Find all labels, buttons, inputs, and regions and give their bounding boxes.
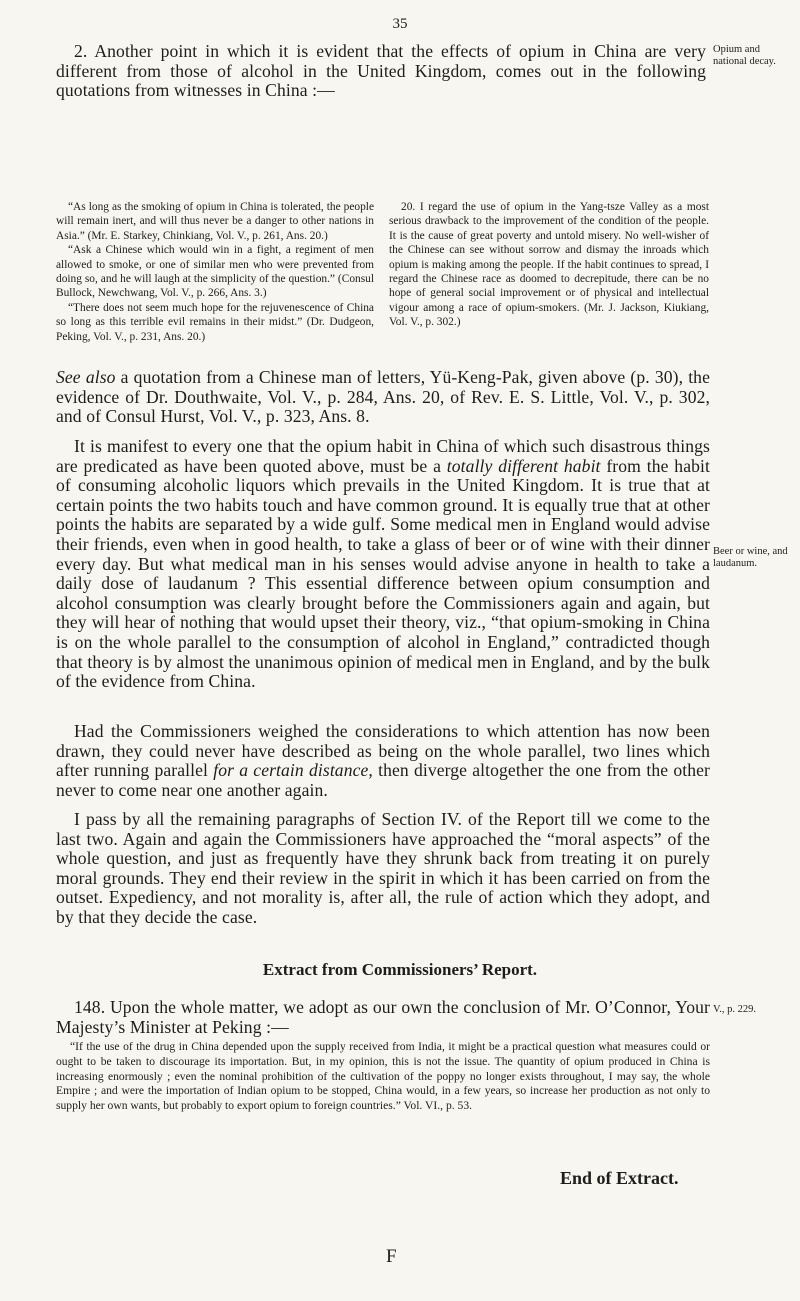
see-also-label: See also	[56, 367, 116, 387]
extract-heading: Extract from Commissioners’ Report.	[262, 960, 538, 979]
margin-note-beer-laudanum: Beer or wine, and laudanum.	[713, 546, 788, 569]
paragraph-had	[56, 722, 710, 800]
end-of-extract: End of Extract.	[560, 1168, 679, 1188]
margin-note-vol-v: V., p. 229.	[713, 1004, 756, 1015]
quote-bullock: “Ask a Chinese which would win in a fight, a regiment of men allowed to smoke, or one of similar men who were prevented from doing so, and he will laugh at the simplicity of the question.” (Consul Bullock, Newchwang, Vol. V., p. 266, Ans. 3.)	[56, 244, 374, 300]
paragraph-manifest	[56, 437, 710, 692]
quote-jackson: 20. I regard the use of opium in the Yang-tsze Valley as a most serious drawback to the improvement of the condition of the people. It is the cause of great poverty and untold misery. No well-wisher of the Chinese can see without sorrow and dismay the inroads which opium is making among the people. If the habit continues to spread, I regard the Chinese race as doomed to decrepitude, there can be no hope of general social improvement or of physical and intellectual vigour among a race of opium-smokers. (Mr. J. Jackson, Kiukiang, Vol. V., p. 302.)	[389, 201, 709, 329]
manifest-emphasis: totally different habit	[446, 455, 601, 476]
page-number: 35	[392, 16, 408, 32]
had-emphasis: for a certain distance,	[213, 760, 373, 781]
margin-note-opium-decay: Opium and national decay.	[713, 44, 776, 67]
manifest-text-2: from the habit of consuming alcoholic liquors which prevails in the United Kingdom. It is true that at certain points the two habits touch and have common ground. It is equally true that at other points the habits are separated by a wide gulf. Some medical men in England would advise their friends, even when in good health, to take a glass of beer or of wine with their dinner every day. But what medical man in his senses would advise anyone in health to take a daily dose of laudanum ? This essential difference between opium consumption and alcohol consumption was clearly brought before the Commissioners again and again, but they will hear of nothing that would upset their theory, viz., “that opium-smoking in China is on the whole parallel to the consumption of alcohol in England,” contradicted though that theory is by almost the unanimous opinion of medical men in England, and by the bulk of the evidence from China.	[56, 455, 710, 692]
quotes-left-column	[56, 200, 374, 344]
had-text-1: Had the Commissioners weighed the considerations to which attention has now been drawn, they could never have described as being on the whole parallel, two lines which after running parallel	[56, 721, 710, 781]
see-also-text: a quotation from a Chinese man of letters, Yü-Keng-Pak, given above (p. 30), the evidence of Dr. Douthwaite, Vol. V., p. 284, Ans. 20, of Rev. E. S. Little, Vol. V., p. 302, and of Consul Hurst, Vol. V., p. 323, Ans. 8.	[56, 367, 710, 427]
quotes-right-column	[389, 200, 709, 330]
had-text-2: then diverge altogether the one from the other never to come near one another again.	[56, 760, 710, 800]
paragraph-148: 148. Upon the whole matter, we adopt as our own the conclusion of Mr. O’Connor, Your Majesty’s Minister at Peking :—	[56, 997, 710, 1037]
manifest-text-1: It is manifest to every one that the opium habit in China of which such disastrous things are predicated as have been quoted above, must be a	[56, 436, 710, 476]
oconnor-quote: “If the use of the drug in China depended upon the supply received from India, it might be a practical question what measures could or ought to be taken to discourage its importation. But, in my opinion, this is not the issue. The quantity of opium produced in China is increasing enormously ; even the nominal prohibition of the cultivation of the poppy no longer exists throughout, I may say, the whole Empire ; and were the importation of Indian opium to be stopped, China would, in a few years, so increase her production as not only to supply her own wants, but probably to export opium to foreign countries.” Vol. VI., p. 53.	[56, 1040, 710, 1113]
intro-paragraph: 2. Another point in which it is evident that the effects of opium in China are very different from those of alcohol in the United Kingdom, comes out in the following quotations from witnesses in China :—	[56, 41, 706, 101]
paragraph-pass: I pass by all the remaining paragraphs of Section IV. of the Report till we come to the last two. Again and again the Commissioners have approached the “moral aspects” of the whole question, and just as frequently have they shrunk back from treating it on purely moral grounds. They end their review in the spirit in which it has been carried on from the outset. Expediency, and not morality is, after all, the rule of action which they adopt, and by that they decide the case.	[56, 809, 710, 927]
quote-starkey: “As long as the smoking of opium in China is tolerated, the people will remain inert, and will thus never be a danger to other nations in Asia.” (Mr. E. Starkey, Chinkiang, Vol. V., p. 261, Ans. 20.)	[56, 201, 374, 242]
quote-dudgeon: “There does not seem much hope for the rejuvenescence of China so long as this terrible evil remains in their midst.” (Dr. Dudgeon, Peking, Vol. V., p. 231, Ans. 20.)	[56, 301, 374, 343]
see-also-paragraph	[56, 368, 710, 427]
signature-letter: F	[386, 1246, 397, 1267]
